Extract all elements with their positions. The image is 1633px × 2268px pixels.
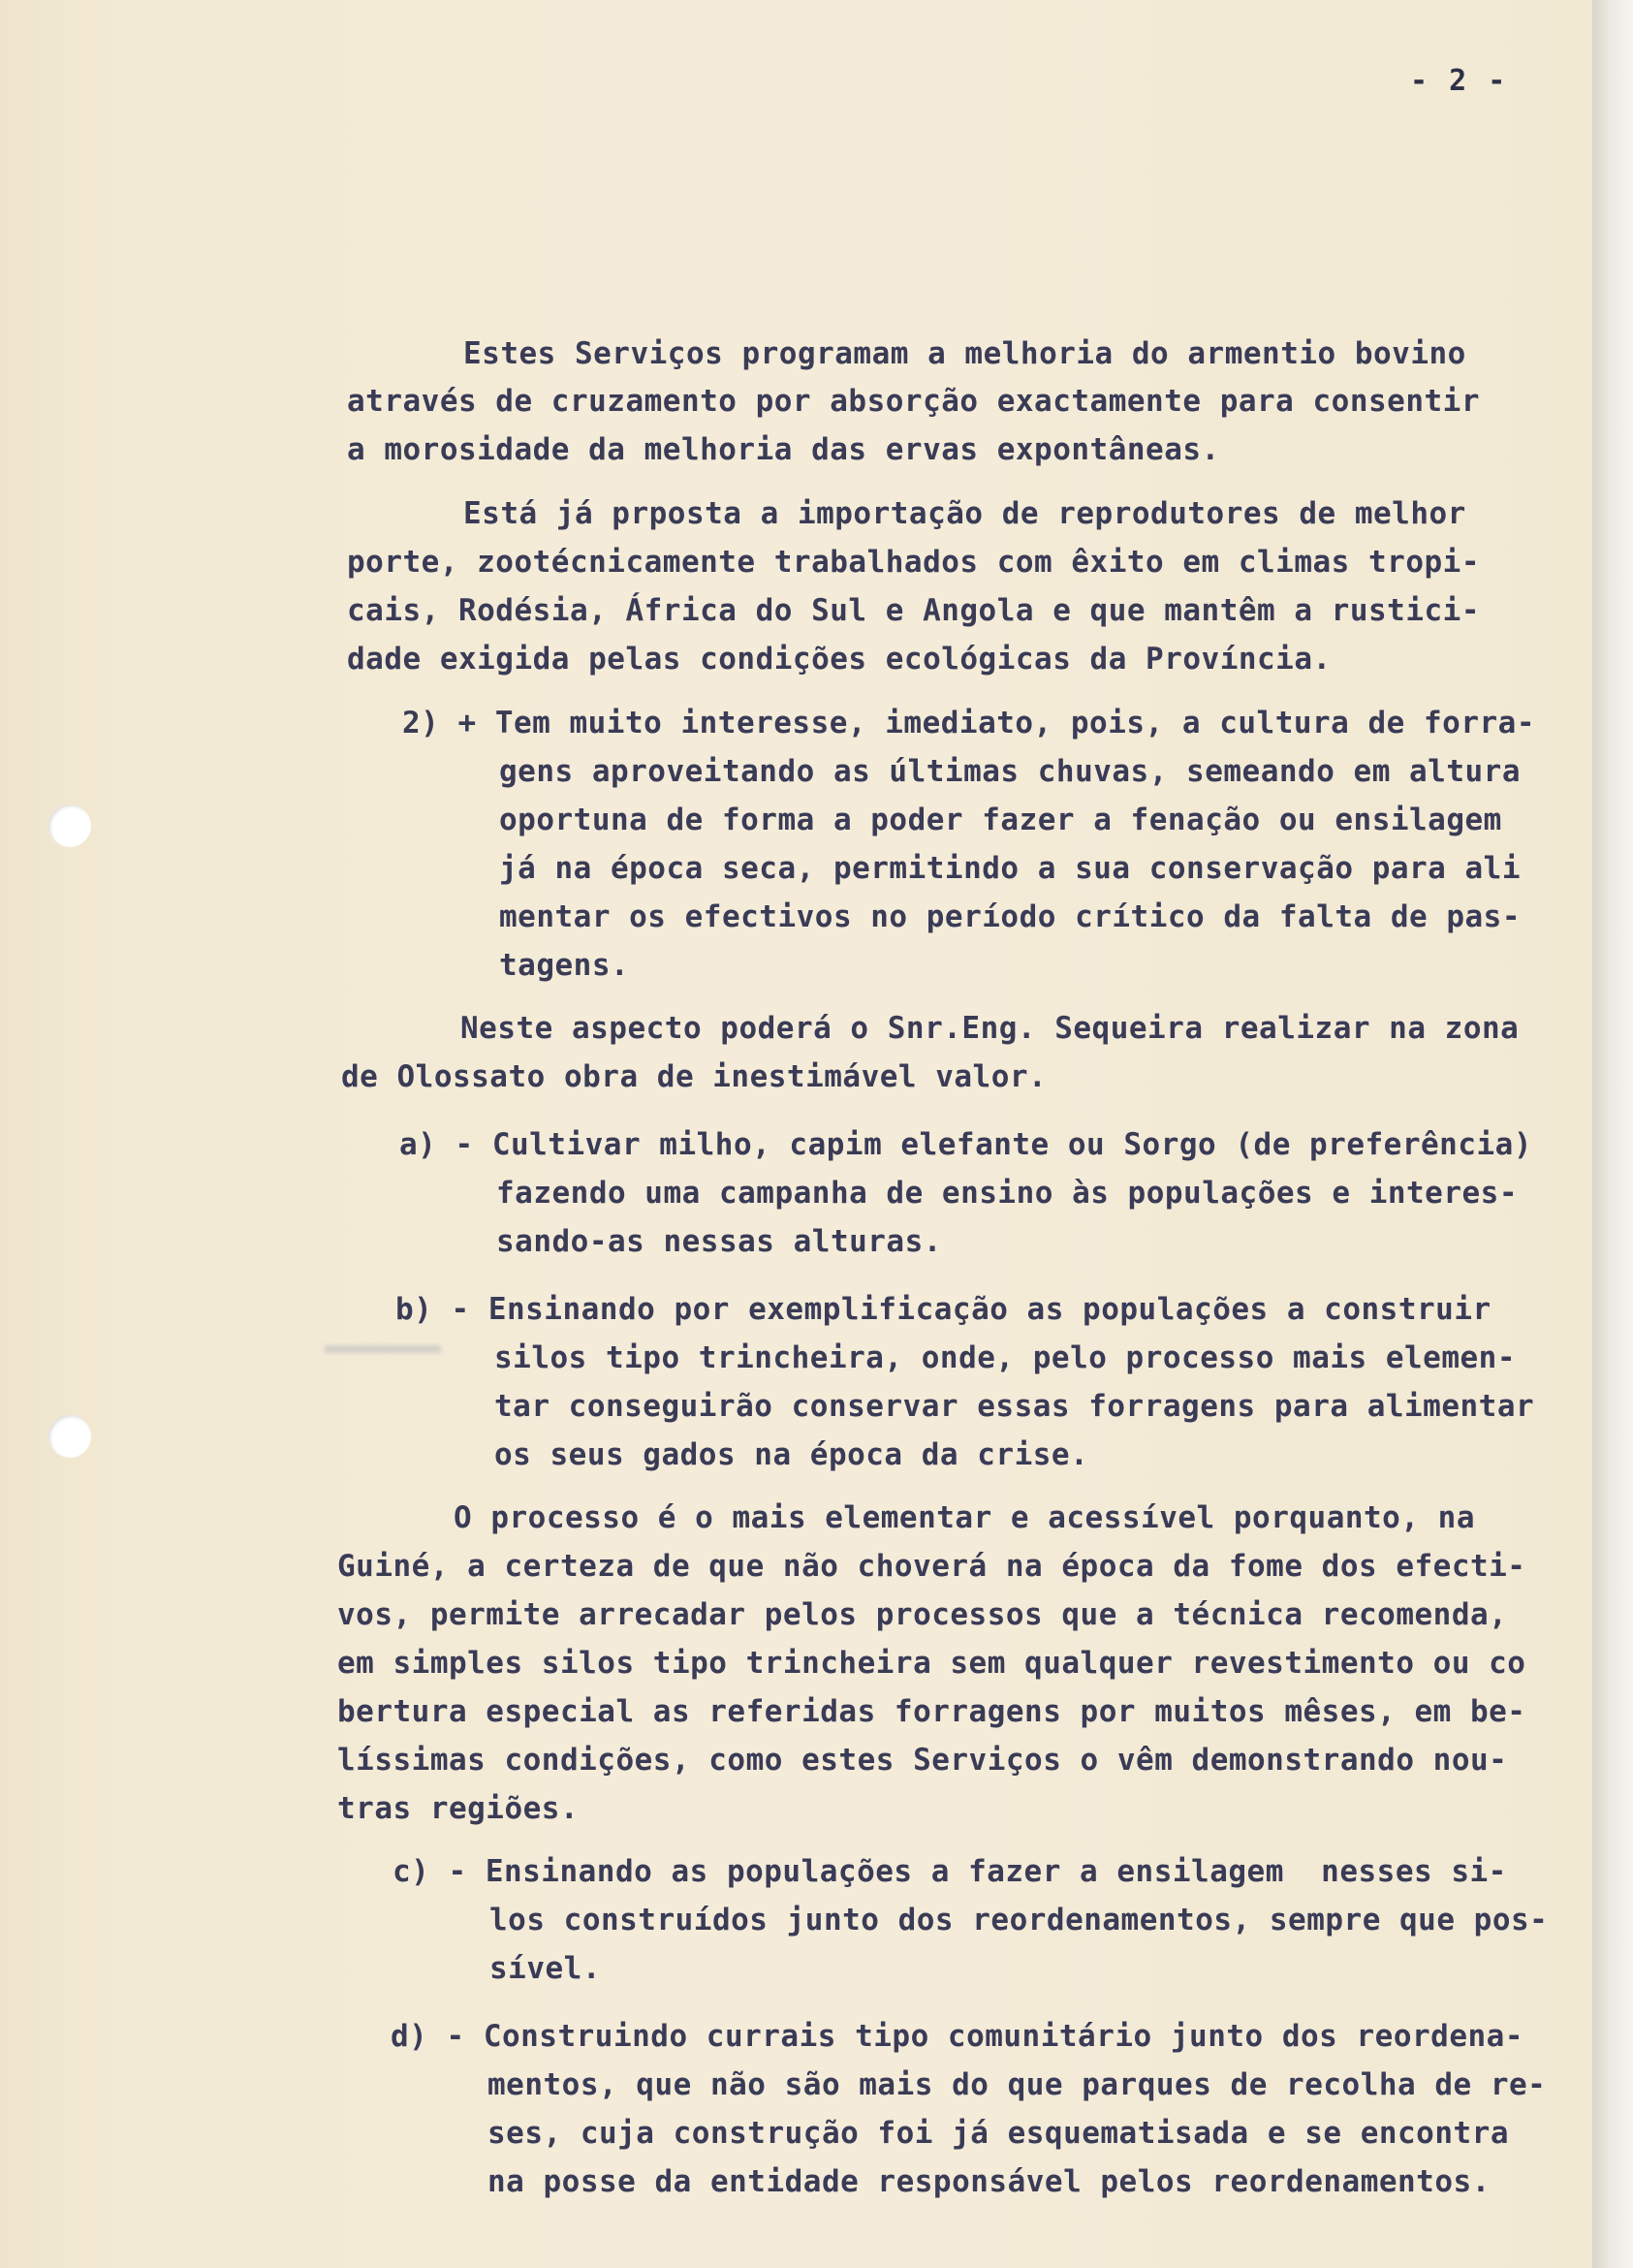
text-line: ses, cuja construção foi já esquematisada e se encontra xyxy=(487,2116,1509,2151)
ink-smudge xyxy=(325,1345,441,1353)
text-line: tras regiões. xyxy=(337,1791,580,1826)
text-line: vos, permite arrecadar pelos processos que a técnica recomenda, xyxy=(337,1597,1508,1632)
text-line: os seus gados na época da crise. xyxy=(494,1437,1089,1472)
text-line: Neste aspecto poderá o Snr.Eng. Sequeira realizar na zona xyxy=(460,1011,1520,1046)
text-line: a) - Cultivar milho, capim elefante ou Sorgo (de preferência) xyxy=(399,1127,1532,1162)
text-line: 2) + Tem muito interesse, imediato, pois, a cultura de forra- xyxy=(402,706,1535,740)
text-line: los construídos junto dos reordenamentos, sempre que pos- xyxy=(489,1903,1549,1937)
text-line: já na época seca, permitindo a sua conservação para ali xyxy=(499,851,1521,886)
text-line: a morosidade da melhoria das ervas expontâneas. xyxy=(347,432,1220,467)
text-line: c) - Ensinando as populações a fazer a ensilagem nesses si- xyxy=(393,1854,1507,1889)
text-line: mentar os efectivos no período crítico da falta de pas- xyxy=(499,899,1521,934)
punch-hole xyxy=(48,1415,91,1458)
text-line: Está já prposta a importação de reprodutores de melhor xyxy=(463,496,1466,531)
text-line: fazendo uma campanha de ensino às populações e interes- xyxy=(496,1176,1518,1211)
text-line: cais, Rodésia, África do Sul e Angola e que mantêm a rustici- xyxy=(347,593,1480,628)
page-number: - 2 - xyxy=(1410,64,1508,98)
text-line: mentos, que não são mais do que parques de recolha de re- xyxy=(487,2067,1547,2102)
text-line: através de cruzamento por absorção exactamente para consentir xyxy=(347,384,1480,419)
text-line: Guiné, a certeza de que não choverá na época da fome dos efecti- xyxy=(337,1549,1526,1584)
text-line: porte, zootécnicamente trabalhados com êxito em climas tropi- xyxy=(347,545,1480,580)
text-line: bertura especial as referidas forragens por muitos mêses, em be- xyxy=(337,1694,1526,1729)
text-line: de Olossato obra de inestimável valor. xyxy=(341,1059,1048,1094)
text-line: O processo é o mais elementar e acessível porquanto, na xyxy=(454,1500,1475,1535)
text-line: Estes Serviços programam a melhoria do armentio bovino xyxy=(463,336,1466,371)
text-line: gens aproveitando as últimas chuvas, semeando em altura xyxy=(499,754,1521,789)
text-line: silos tipo trincheira, onde, pelo processo mais elemen- xyxy=(494,1340,1516,1375)
text-line: sível. xyxy=(489,1951,601,1986)
punch-hole xyxy=(48,804,91,847)
text-line: oportuna de forma a poder fazer a fenação ou ensilagem xyxy=(499,803,1502,837)
text-line: líssimas condições, como estes Serviços o vêm demonstrando nou- xyxy=(337,1743,1508,1778)
page-edge xyxy=(1592,0,1633,2268)
text-line: na posse da entidade responsável pelos reordenamentos. xyxy=(487,2164,1491,2199)
text-line: dade exigida pelas condições ecológicas da Província. xyxy=(347,642,1332,677)
text-line: b) - Ensinando por exemplificação as populações a construir xyxy=(395,1292,1492,1327)
text-line: em simples silos tipo trincheira sem qualquer revestimento ou co xyxy=(337,1646,1526,1681)
text-line: d) - Construindo currais tipo comunitário junto dos reordena- xyxy=(391,2019,1523,2054)
text-line: tagens. xyxy=(499,948,630,983)
text-line: tar conseguirão conservar essas forragens para alimentar xyxy=(494,1389,1535,1424)
text-line: sando-as nessas alturas. xyxy=(496,1224,942,1259)
